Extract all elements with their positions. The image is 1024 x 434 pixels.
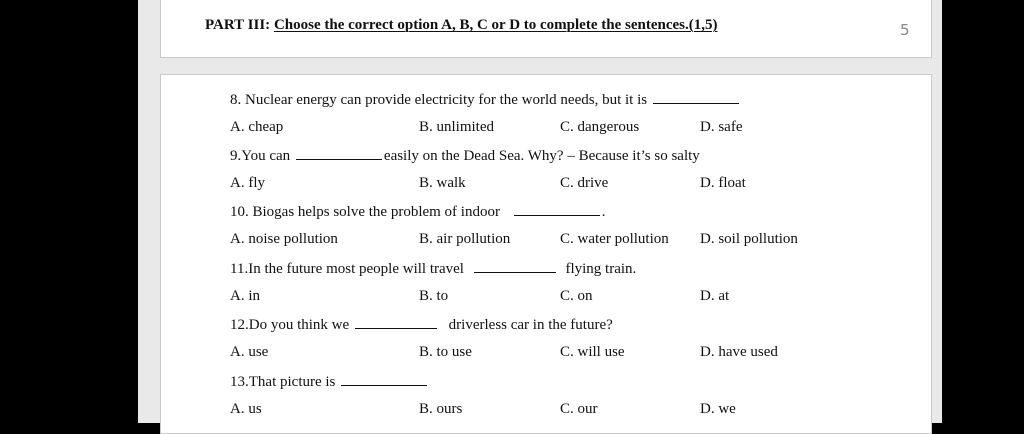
question-11-text-after: flying train. <box>565 261 637 277</box>
question-10-option-b[interactable]: B. air pollution <box>419 231 511 247</box>
question-8-option-b[interactable]: B. unlimited <box>419 119 494 135</box>
question-9-option-a[interactable]: A. fly <box>230 175 265 191</box>
question-8-text: 8. Nuclear energy can provide electricity for the world needs, but it is <box>230 92 648 108</box>
question-9-options <box>230 174 870 192</box>
question-8-options <box>230 118 870 136</box>
question-12-option-d[interactable]: D. have used <box>700 344 778 360</box>
question-9-option-b[interactable]: B. walk <box>419 175 466 191</box>
question-9 <box>230 146 700 165</box>
question-13-options <box>230 400 870 418</box>
header-panel <box>160 0 932 58</box>
question-13-blank[interactable] <box>341 372 427 386</box>
question-11-option-b[interactable]: B. to <box>419 288 449 304</box>
question-13-option-b[interactable]: B. ours <box>419 401 463 417</box>
question-13-option-c[interactable]: C. our <box>560 401 598 417</box>
question-13 <box>230 372 429 391</box>
question-10-text-before: 10. Biogas helps solve the problem of indoor <box>230 204 500 220</box>
part-instruction: Choose the correct option A, B, C or D to complete the sentences.(1,5) <box>273 17 718 33</box>
question-11 <box>230 259 636 278</box>
question-9-text-after: easily on the Dead Sea. Why? – Because it’s so salty <box>383 148 700 164</box>
part-title <box>205 17 717 34</box>
part-label: PART III: <box>205 17 271 33</box>
question-12-options <box>230 343 870 361</box>
question-13-option-d[interactable]: D. we <box>700 401 736 417</box>
question-12-option-a[interactable]: A. use <box>230 344 269 360</box>
document-viewport <box>138 0 942 423</box>
question-10-text-after: . <box>601 204 606 220</box>
question-11-option-d[interactable]: D. at <box>700 288 730 304</box>
question-11-options <box>230 287 870 305</box>
question-8-option-d[interactable]: D. safe <box>700 119 743 135</box>
question-10 <box>230 202 605 221</box>
question-8-option-c[interactable]: C. dangerous <box>560 119 640 135</box>
question-10-option-c[interactable]: C. water pollution <box>560 231 669 247</box>
question-11-option-a[interactable]: A. in <box>230 288 260 304</box>
question-12 <box>230 315 613 334</box>
page-number: 5 <box>900 21 910 39</box>
question-12-option-b[interactable]: B. to use <box>419 344 472 360</box>
question-8 <box>230 90 741 109</box>
question-12-text-after: driverless car in the future? <box>448 317 613 333</box>
question-10-blank[interactable] <box>514 202 600 216</box>
question-12-text-before: 12.Do you think we <box>230 317 350 333</box>
question-12-blank[interactable] <box>355 315 437 329</box>
question-10-option-a[interactable]: A. noise pollution <box>230 231 338 247</box>
question-13-option-a[interactable]: A. us <box>230 401 262 417</box>
question-9-option-c[interactable]: C. drive <box>560 175 609 191</box>
question-12-option-c[interactable]: C. will use <box>560 344 625 360</box>
question-11-option-c[interactable]: C. on <box>560 288 593 304</box>
question-9-blank[interactable] <box>296 146 382 160</box>
question-10-option-d[interactable]: D. soil pollution <box>700 231 798 247</box>
question-8-option-a[interactable]: A. cheap <box>230 119 284 135</box>
question-11-text-before: 11.In the future most people will travel <box>230 261 464 277</box>
question-11-blank[interactable] <box>474 259 556 273</box>
question-13-text: 13.That picture is <box>230 374 336 390</box>
questions-panel <box>160 74 932 434</box>
question-8-blank[interactable] <box>653 90 739 104</box>
question-9-option-d[interactable]: D. float <box>700 175 746 191</box>
question-10-options <box>230 230 870 248</box>
question-9-text-before: 9.You can <box>230 148 291 164</box>
